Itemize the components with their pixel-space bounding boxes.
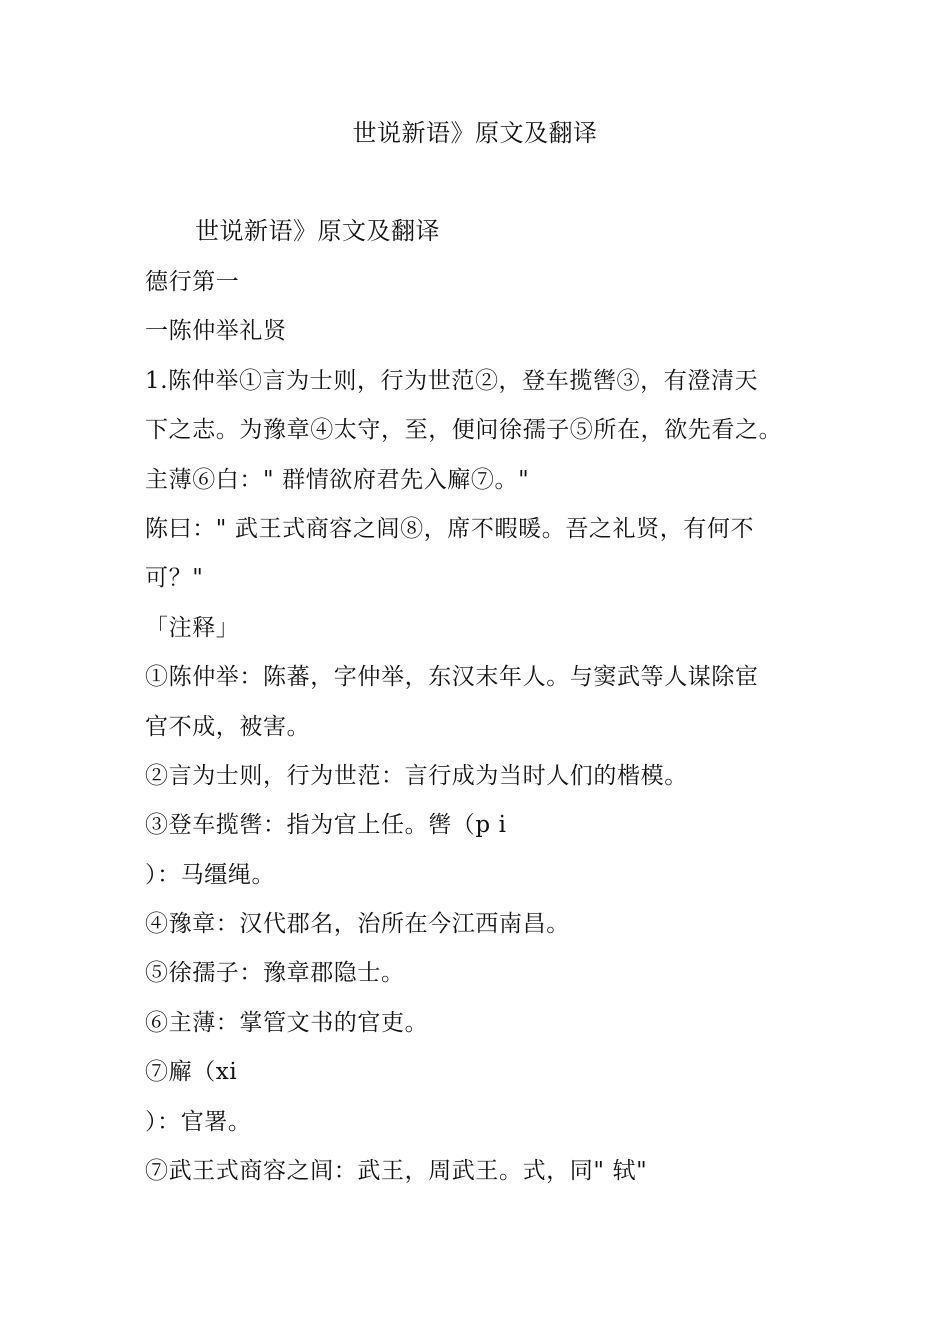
text-line: 1.陈仲举①言为士则，行为世范②，登车揽辔③，有澄清天	[145, 367, 759, 394]
document-body	[145, 264, 815, 1202]
text-line: ⑦廨（xi	[145, 1059, 238, 1086]
text-line: 主薄⑥白：" 群情欲府君先入廨⑦。"	[145, 466, 530, 493]
text-line: 下之志。为豫章④太守，至，便问徐孺子⑤所在，欲先看之。	[145, 417, 783, 444]
text-line: ）：官署。	[145, 1108, 252, 1135]
text-line: 官不成，被害。	[145, 713, 311, 740]
text-line: ②言为士则，行为世范：言行成为当时人们的楷模。	[145, 762, 688, 789]
text-line: 「注释」	[145, 614, 240, 641]
text-line: 德行第一	[145, 269, 240, 295]
text-line: ⑦武王式商容之闾：武王，周武王。式，同" 轼"	[145, 1158, 648, 1185]
document-title: 世说新语》原文及翻译	[352, 119, 598, 147]
text-line: 可？"	[145, 565, 204, 592]
text-line: ③登车揽辔：指为官上任。辔（p i	[145, 812, 507, 839]
text-line: ④豫章：汉代郡名，治所在今江西南昌。	[145, 911, 570, 938]
text-line: ）：马缰绳。	[145, 861, 276, 888]
text-line: 一陈仲举礼贤	[145, 318, 287, 345]
text-line: ⑤徐孺子：豫章郡隐士。	[145, 960, 405, 987]
text-line: ①陈仲举：陈蕃，字仲举，东汉末年人。与窦武等人谋除宦	[145, 664, 759, 691]
text-line: ⑥主薄：掌管文书的官吏。	[145, 1009, 429, 1036]
document-subtitle: 世说新语》原文及翻译	[195, 217, 440, 245]
text-line: 陈曰：" 武王式商容之闾⑧，席不暇暖。吾之礼贤，有何不	[145, 515, 755, 542]
